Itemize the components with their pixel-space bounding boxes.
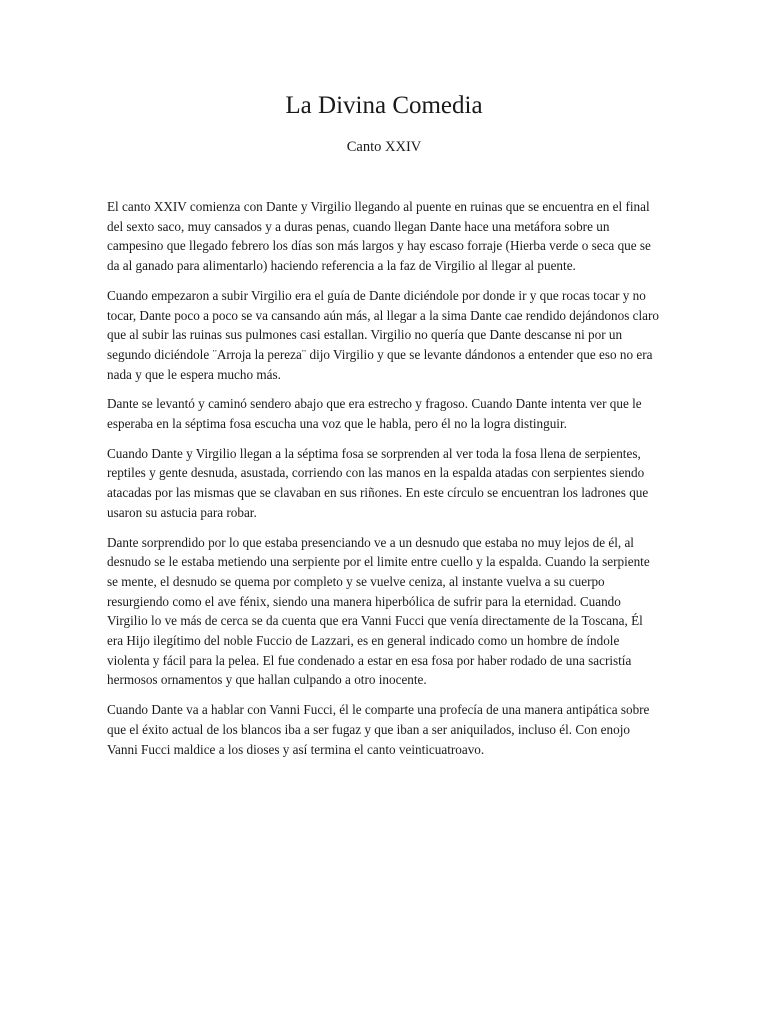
paragraph-2: Cuando empezaron a subir Virgilio era el guía de Dante diciéndole por donde ir y que rocas tocar y no tocar, Dante poco a poco se va cansando aún más, al llegar a la sima Dante cae rendido dejándonos claro que al subir las ruinas sus pulmones casi estallan. Virgilio no quería que Dante descanse ni por un segundo diciéndole ¨Arroja la pereza¨ dijo Virgilio y que se levante dándonos a entender que eso no era nada y que le espera mucho más. (107, 287, 660, 382)
paragraph-4: Cuando Dante y Virgilio llegan a la séptima fosa se sorprenden al ver toda la fosa llena de serpientes, reptiles y gente desnuda, asustada, corriendo con las manos en la espalda atadas con serpientes siendo atacadas por las mismas que se clavaban en sus riñones. En este círculo se encuentran los ladrones que usaron su astucia para robar. (107, 445, 649, 520)
paragraph-6: Cuando Dante va a hablar con Vanni Fucci, él le comparte una profecía de una manera antipática sobre que el éxito actual de los blancos iba a ser fugaz y que iban a ser aniquilados, incluso él. Con enojo Vanni Fucci maldice a los dioses y así termina el canto veinticuatroavo. (107, 702, 650, 757)
paragraph-3: Dante se levantó y caminó sendero abajo que era estrecho y fragoso. Cuando Dante intenta ver que le esperaba en la séptima fosa escucha una voz que le habla, pero él no la logra distinguir. (107, 396, 642, 432)
document-body (107, 197, 662, 769)
paragraph-1: El canto XXIV comienza con Dante y Virgilio llegando al puente en ruinas que se encuentra en el final del sexto saco, muy cansados y a duras penas, cuando llegan Dante hace una metáfora sobre un campesino que llegado febrero los días son más largos y hay escaso forraje (Hierba verde o seca que se da al ganado para alimentarlo) haciendo referencia a la faz de Virgilio al llegar al puente. (107, 199, 651, 274)
paragraph-5: Dante sorprendido por lo que estaba presenciando ve a un desnudo que estaba no muy lejos de él, al desnudo se le estaba metiendo una serpiente por el limite entre cuello y la espalda. Cuando la serpiente se mente, el desnudo se quema por completo y se vuelve ceniza, al instante vuelva a su cuerpo resurgiendo como el ave fénix, siendo una manera hiperbólica de sufrir para la eternidad. Cuando Virgilio lo ve más de cerca se da cuenta que era Vanni Fucci que venía directamente de la Toscana, Él era Hijo ilegítimo del noble Fuccio de Lazzari, es en general indicado como un hombre de índole violenta y fácil para la pelea. El fue condenado a estar en esa fosa por haber rodado de una sacristía hermosos ornamentos y que hallan culpando a otro inocente. (107, 534, 650, 688)
document-title: La Divina Comedia (285, 92, 483, 119)
document-subtitle: Canto XXIV (346, 139, 422, 155)
